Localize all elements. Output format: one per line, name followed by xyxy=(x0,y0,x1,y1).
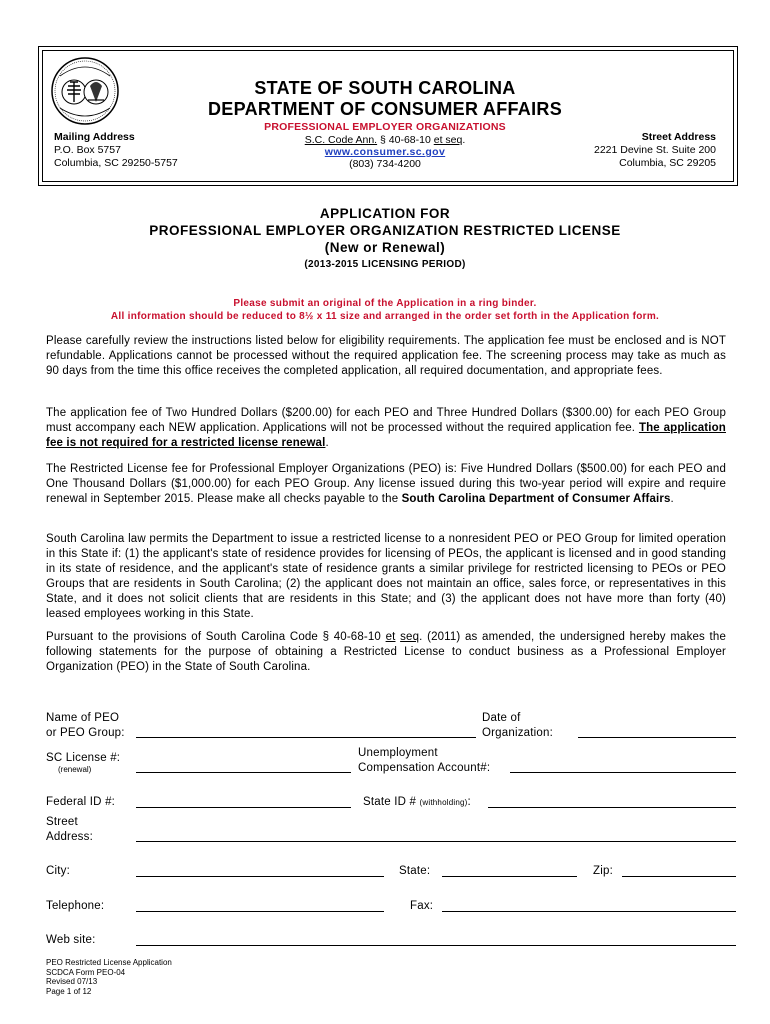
code-ann-text: S.C. Code Ann. xyxy=(304,134,378,146)
phone-number: (803) 734-4200 xyxy=(349,158,421,170)
street-address-line1: 2221 Devine St. Suite 200 xyxy=(593,144,716,156)
mailing-address-line2: Columbia, SC 29250-5757 xyxy=(54,157,178,169)
federal-id-field[interactable] xyxy=(136,807,351,808)
footer-page-number: Page 1 of 12 xyxy=(46,986,92,996)
footer-form-number: SCDCA Form PEO-04 xyxy=(46,967,126,977)
federal-id-label: Federal ID #: xyxy=(46,796,116,808)
license-fee-paragraph xyxy=(46,462,726,507)
payee-name: South Carolina Department of Consumer Affairs xyxy=(401,493,671,505)
renewal-fee-note: The application fee is not required for a restricted license renewal xyxy=(46,422,726,449)
state-id-label xyxy=(363,795,471,810)
sc-license-note: (renewal) xyxy=(58,765,92,774)
code-section-text: § 40-68-10 xyxy=(377,134,434,146)
pursuant-et: et xyxy=(385,631,396,643)
pursuant-paragraph xyxy=(46,630,726,675)
street-label-line1: Street xyxy=(46,816,78,828)
org-date-label-line1: Date of xyxy=(482,712,521,724)
nonresident-paragraph: South Carolina law permits the Department to issue a restricted license to a nonresident PEO or PEO Group for limited operation in this State if: (1) the applicant's state of residence provides for licensing of PEOs, the applicant is licensed and in good standing in its state of residence, and the applicant's state of residence grants a similar privilege for restricted licensing to PEOs or PEO Groups that are residents in South Carolina; (2) the applicant does not maintain an office, sales force, or representatives in this State, and it does not solicit clients that are residents in this State; and (3) the applicant does not have more than forty (40) leased employees working in this State. xyxy=(46,533,726,620)
application-fee-end: . xyxy=(325,437,329,449)
telephone-label: Telephone: xyxy=(46,900,105,912)
application-fee-text: The application fee of Two Hundred Dollars ($200.00) for each PEO and Three Hundred Dollars ($300.00) for each PEO Group must accompany each NEW application. Applications will not be processed without the required application fee. xyxy=(46,407,726,434)
street-address-label: Street Address xyxy=(641,131,716,143)
street-label-line2: Address: xyxy=(46,831,93,843)
unemployment-label-line1: Unemployment xyxy=(358,747,438,759)
street-address-field[interactable] xyxy=(136,841,736,842)
department-title: DEPARTMENT OF CONSUMER AFFAIRS xyxy=(208,99,562,119)
website-label: Web site: xyxy=(46,934,96,946)
unemployment-account-field[interactable] xyxy=(510,772,736,773)
pursuant-text-a: Pursuant to the provisions of South Carolina Code § 40-68-10 xyxy=(46,631,386,643)
state-id-colon: : xyxy=(467,796,471,808)
code-etseq-text: et seq xyxy=(433,134,463,146)
unemployment-label xyxy=(358,746,490,776)
state-id-field[interactable] xyxy=(488,807,736,808)
license-fee-end: . xyxy=(670,493,674,505)
mailing-address-label: Mailing Address xyxy=(54,131,135,143)
program-title: PROFESSIONAL EMPLOYER ORGANIZATIONS xyxy=(264,121,506,133)
binder-notice: Please submit an original of the Application in a ring binder. xyxy=(233,298,537,309)
instructions-paragraph: Please carefully review the instructions listed below for eligibility requirements. The application fee must be enclosed and is NOT refundable. Applications cannot be processed without the required application fee. The screening process may take as much as 90 days from the time this office receives the completed application, all required documentation, and appropriate fees. xyxy=(46,335,726,377)
telephone-field[interactable] xyxy=(136,911,384,912)
street-address-field-label xyxy=(46,815,93,845)
state-field[interactable] xyxy=(442,876,577,877)
license-title: PROFESSIONAL EMPLOYER ORGANIZATION RESTRICTED LICENSE xyxy=(149,223,621,238)
state-id-note: (withholding) xyxy=(419,798,468,807)
street-address xyxy=(594,131,716,170)
sc-license-field[interactable] xyxy=(136,772,351,773)
street-address-line2: Columbia, SC 29205 xyxy=(619,157,716,169)
unemployment-label-line2: Compensation Account#: xyxy=(358,762,491,774)
new-renewal-title: (New or Renewal) xyxy=(324,240,446,255)
size-notice: All information should be reduced to 8½ x 11 size and arranged in the order set forth in the Application form. xyxy=(110,311,660,322)
sc-license-label: SC License #: xyxy=(46,752,121,764)
city-field[interactable] xyxy=(136,876,384,877)
footer-revised: Revised 07/13 xyxy=(46,977,98,986)
application-fee-paragraph xyxy=(46,406,726,451)
state-label: State: xyxy=(399,865,431,877)
application-title: APPLICATION FOR xyxy=(319,206,451,221)
license-fee-text: The Restricted License fee for Professional Employer Organizations (PEO) is: Five Hundred Dollars ($500.00) for each PEO and One Thousand Dollars ($1,000.00) for each PEO Group. Any license issued during this two-year period will expire and require renewal in September 2015. Please make all checks payable to the xyxy=(46,463,726,505)
licensing-period: (2013-2015 LICENSING PERIOD) xyxy=(304,259,466,270)
footer xyxy=(46,958,172,996)
org-date-label-line2: Organization: xyxy=(482,727,553,739)
zip-field[interactable] xyxy=(622,876,736,877)
website-field[interactable] xyxy=(136,945,736,946)
mailing-address-line1: P.O. Box 5757 xyxy=(54,144,121,156)
pursuant-text-b: . (2011) as amended, the undersigned hereby makes the following statements for the purpose of obtaining a Restricted License to conduct business as a Professional Employer Organization (PEO) in the State of South Carolina. xyxy=(46,631,726,673)
city-label: City: xyxy=(46,865,70,877)
zip-label: Zip: xyxy=(593,865,613,877)
code-period-text: . xyxy=(462,134,466,146)
state-title: STATE OF SOUTH CAROLINA xyxy=(254,78,516,98)
peo-name-label xyxy=(46,711,125,741)
state-id-text: State ID # xyxy=(363,796,417,808)
website-link[interactable]: www.consumer.sc.gov xyxy=(324,146,446,158)
footer-form-name: PEO Restricted License Application xyxy=(46,958,172,967)
mailing-address xyxy=(54,131,178,170)
org-date-label xyxy=(482,711,553,741)
pursuant-seq: seq xyxy=(400,631,420,643)
org-date-field[interactable] xyxy=(578,737,736,738)
fax-label: Fax: xyxy=(410,900,434,912)
peo-name-label-line2: or PEO Group: xyxy=(46,727,125,739)
peo-name-label-line1: Name of PEO xyxy=(46,712,120,724)
peo-name-field[interactable] xyxy=(136,737,476,738)
fax-field[interactable] xyxy=(442,911,736,912)
